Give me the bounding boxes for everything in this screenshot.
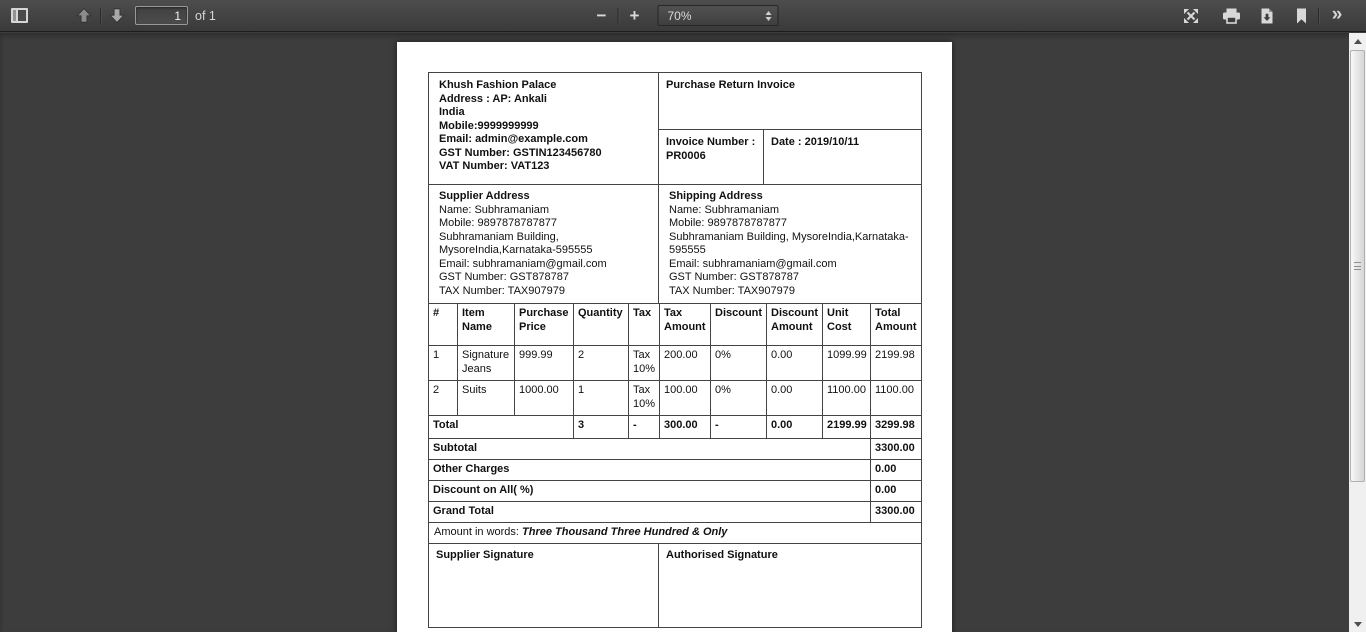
bookmark-icon [1295, 8, 1308, 24]
items-header-row [429, 304, 922, 346]
total-tax: - [629, 416, 660, 439]
total-quantity: 3 [574, 416, 629, 439]
item-cell: Tax 10% [629, 381, 660, 416]
more-tools-button[interactable]: » [1324, 4, 1350, 29]
item-cell: 1100.00 [871, 381, 922, 416]
amount-in-words-value: Three Thousand Three Hundred & Only [522, 526, 728, 538]
supplier-email-line: Email: subhramaniam@gmail.com [439, 257, 607, 270]
toolbar-right-group [1177, 0, 1350, 32]
next-page-button[interactable] [103, 3, 131, 28]
scroll-down-icon [1354, 622, 1362, 627]
item-cell: 999.99 [515, 346, 574, 381]
invoice-number-value: PR0006 [666, 149, 706, 162]
other-charges-value: 0.00 [871, 460, 922, 481]
grand-total-label: Grand Total [429, 502, 871, 523]
item-cell: 1 [574, 381, 629, 416]
summary-row [429, 481, 922, 502]
bookmark-button[interactable] [1289, 4, 1313, 29]
column-header: Purchase Price [515, 304, 574, 346]
scroll-up-icon [1354, 39, 1362, 44]
toolbar-left-group [0, 3, 216, 28]
fullscreen-icon [1183, 8, 1199, 24]
item-cell: 100.00 [660, 381, 711, 416]
column-header: Item Name [458, 304, 515, 346]
summary-table [428, 438, 922, 523]
supplier-name-line: Name: Subhramaniam [439, 203, 550, 216]
shipping-address-line: Subhramaniam Building, MysoreIndia,Karnataka-595555 [669, 230, 909, 256]
page-nav-group [70, 3, 131, 28]
supplier-address-cell [429, 185, 659, 304]
company-gst-line: GST Number: GSTIN123456780 [439, 146, 602, 159]
company-mobile-line: Mobile:9999999999 [439, 119, 539, 132]
supplier-mobile-line: Mobile: 9897878787877 [439, 217, 558, 229]
item-cell: 0% [711, 346, 767, 381]
subtotal-label: Subtotal [429, 439, 871, 460]
amount-in-words-label: Amount in words: [434, 526, 519, 538]
amount-in-words-table [428, 522, 922, 544]
page-count-label: of 1 [195, 8, 216, 23]
total-discount: - [711, 416, 767, 439]
zoom-controls-group [588, 0, 779, 32]
address-table [428, 184, 922, 304]
company-name: Khush Fashion Palace [439, 79, 557, 91]
subtotal-value: 3300.00 [871, 439, 922, 460]
item-cell: 1 [429, 346, 458, 381]
column-header: Tax [629, 304, 660, 346]
discount-on-all-value: 0.00 [871, 481, 922, 502]
invoice-date: Date : 2019/10/11 [764, 130, 922, 185]
authorised-signature-label: Authorised Signature [659, 544, 922, 628]
summary-row [429, 439, 922, 460]
item-cell: 200.00 [660, 346, 711, 381]
invoice-title: Purchase Return Invoice [659, 73, 922, 130]
item-cell: 2199.98 [871, 346, 922, 381]
scrollbar-grip-icon [1354, 262, 1361, 270]
download-button[interactable] [1253, 4, 1281, 29]
supplier-address-title: Supplier Address [439, 190, 530, 202]
arrow-up-icon [75, 7, 93, 24]
vertical-scrollbar[interactable] [1349, 33, 1366, 632]
total-discount-amount: 0.00 [767, 416, 823, 439]
shipping-email-line: Email: subhramaniam@gmail.com [669, 257, 837, 270]
pdf-page [397, 42, 952, 632]
toolbar-separator [100, 8, 101, 24]
zoom-level-value: 70% [667, 8, 692, 23]
company-vat-line: VAT Number: VAT123 [439, 160, 550, 172]
column-header: Quantity [574, 304, 629, 346]
company-email-line: Email: admin@example.com [439, 133, 588, 145]
item-cell: 1099.99 [823, 346, 871, 381]
total-tax-amount: 300.00 [660, 416, 711, 439]
item-row [429, 346, 922, 381]
shipping-gst-line: GST Number: GST878787 [669, 271, 800, 283]
zoom-out-button[interactable]: − [588, 3, 616, 28]
item-cell: 0.00 [767, 381, 823, 416]
pdf-viewer-area[interactable] [0, 33, 1366, 632]
shipping-address-title: Shipping Address [669, 190, 763, 202]
summary-row [429, 460, 922, 481]
zoom-in-button[interactable]: + [621, 3, 649, 28]
sidebar-toggle-icon [11, 8, 28, 23]
column-header: Total Amount [871, 304, 922, 346]
company-info-cell [429, 73, 659, 185]
total-unit-cost: 2199.99 [823, 416, 871, 439]
zoom-level-select[interactable] [658, 5, 779, 26]
column-header: Tax Amount [660, 304, 711, 346]
item-cell: 1100.00 [823, 381, 871, 416]
select-spinner-icon [766, 11, 772, 21]
invoice-number-label: Invoice Number : [666, 136, 756, 148]
supplier-signature-label: Supplier Signature [429, 544, 659, 628]
shipping-tax-line: TAX Number: TAX907979 [669, 284, 795, 297]
supplier-address-line: Subhramaniam Building, MysoreIndia,Karnataka-595555 [439, 230, 593, 256]
item-row [429, 381, 922, 416]
previous-page-button[interactable] [70, 3, 98, 28]
summary-row [429, 502, 922, 523]
invoice-header-table [428, 72, 922, 185]
arrow-down-icon [108, 7, 126, 24]
total-amount: 3299.98 [871, 416, 922, 439]
scroll-up-button[interactable] [1349, 33, 1366, 49]
other-charges-label: Other Charges [429, 460, 871, 481]
item-cell: 0% [711, 381, 767, 416]
company-address-line: Address : AP: Ankali [439, 92, 547, 105]
item-cell: Tax 10% [629, 346, 660, 381]
scroll-down-button[interactable] [1349, 616, 1366, 632]
item-cell: 0.00 [767, 346, 823, 381]
item-cell: Suits [458, 381, 515, 416]
toggle-sidebar-button[interactable] [5, 3, 33, 28]
invoice-number-cell [659, 130, 764, 185]
column-header: # [429, 304, 458, 346]
item-cell: Signature Jeans [458, 346, 515, 381]
column-header: Discount [711, 304, 767, 346]
shipping-address-cell [659, 185, 922, 304]
shipping-name-line: Name: Subhramaniam [669, 203, 780, 216]
amount-in-words-cell [429, 523, 922, 544]
toolbar-separator [1318, 8, 1319, 24]
column-header: Discount Amount [767, 304, 823, 346]
print-icon [1222, 8, 1241, 24]
supplier-gst-line: GST Number: GST878787 [439, 271, 570, 283]
total-label: Total [429, 416, 574, 439]
presentation-mode-button[interactable] [1177, 4, 1205, 29]
grand-total-value: 3300.00 [871, 502, 922, 523]
item-cell: 2 [429, 381, 458, 416]
print-button[interactable] [1217, 4, 1245, 29]
item-cell: 1000.00 [515, 381, 574, 416]
company-country-line: India [439, 106, 465, 118]
supplier-tax-line: TAX Number: TAX907979 [439, 284, 565, 297]
discount-on-all-label: Discount on All( %) [429, 481, 871, 502]
download-icon [1259, 8, 1275, 24]
pdf-toolbar [0, 0, 1366, 32]
signature-table [428, 543, 922, 628]
invoice-document [428, 72, 921, 628]
items-table [428, 303, 922, 439]
shipping-mobile-line: Mobile: 9897878787877 [669, 217, 788, 229]
item-cell: 2 [574, 346, 629, 381]
items-total-row [429, 416, 922, 439]
toolbar-separator [618, 8, 619, 24]
page-number-input[interactable] [135, 6, 188, 25]
scrollbar-thumb[interactable] [1350, 50, 1365, 482]
column-header: Unit Cost [823, 304, 871, 346]
